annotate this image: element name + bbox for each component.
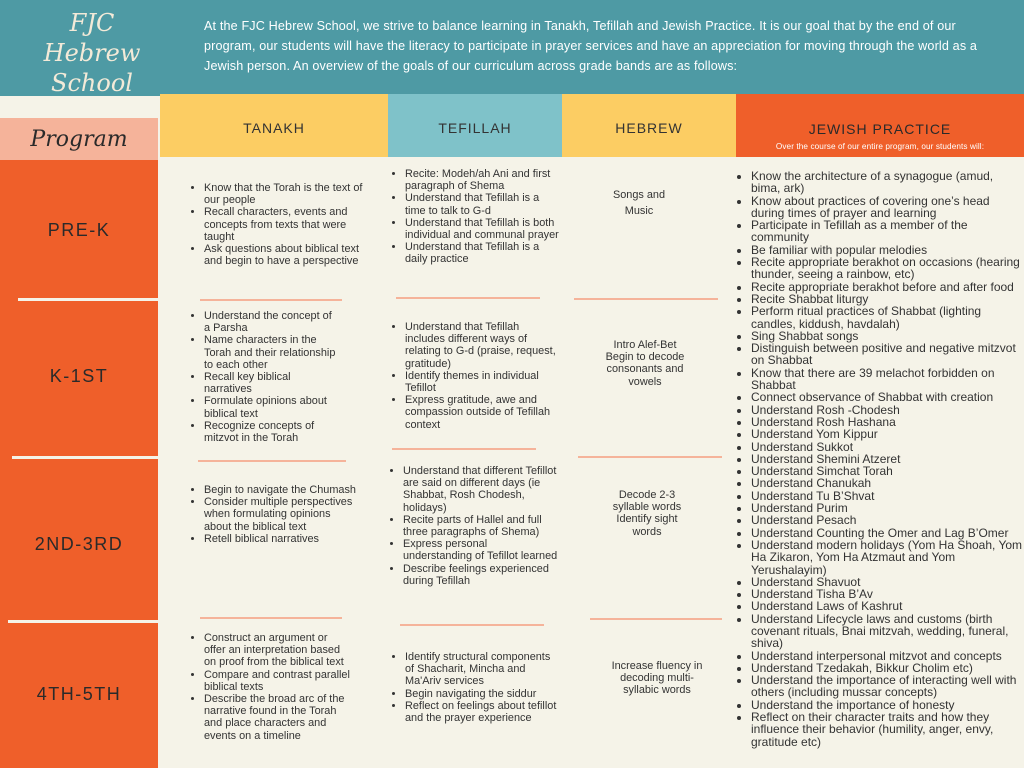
list-item: • Know that the Torah is the text of our people [204,182,368,206]
list-item: • Begin to navigate the Chumash [204,484,358,496]
column-header-jewish-practice [736,94,1024,157]
tefillah-cell-4th-5th [389,651,561,724]
grade-pre-k: PRE-K [47,220,111,240]
tefillah-cell-pre-k [389,168,561,266]
list-item: • Understand interpersonal mitzvot and concepts [751,650,1024,662]
list-item: • Know the architecture of a synagogue (amud, bima, ark) [751,170,1024,195]
tanakh-cell-pre-k [188,182,368,267]
grade-k-1st: K-1ST [49,366,109,386]
list-item: • Understand Laws of Kashrut [751,600,1024,612]
list-item: • Understand Simchat Torah [751,465,1024,477]
text-line: words [632,525,662,538]
text-line: Decode 2-3 [618,489,676,501]
row-divider [200,617,342,619]
row-divider [574,298,718,300]
text-line: Increase fluency in [611,660,703,672]
grade-2nd-3rd: 2ND-3RD [34,534,124,554]
list-item: • Understand Sukkot [751,441,1024,453]
tanakh-cell-4th-5th [188,632,352,742]
row-divider [396,297,540,299]
list-item: • Understand Purim [751,502,1024,514]
list-item: • Understand Tzedakah, Bikkur Cholim etc) [751,662,1024,674]
list-item: • Name characters in the Torah and their relationship to each other [204,334,336,371]
list-item: • Understand that Tefillah is a daily practice [405,241,561,265]
list-item: • Participate in Tefillah as a member of the community [751,219,1024,244]
list-item: • Understand Chanukah [751,477,1024,489]
text-line: consonants and [606,363,684,376]
list-item: • Recite parts of Hallel and full three paragraphs of Shema) [403,514,559,538]
hebrew-cell-k-1st [572,339,718,388]
list-item: • Understand Lifecycle laws and customs (birth covenant rituals, Bnai mitzvah, wedding, funeral, shiva) [751,613,1024,650]
tanakh-cell-2nd-3rd [188,484,358,545]
row-divider [392,448,536,450]
list-item: • Recall key biblical narratives [204,371,336,395]
school-logo [0,0,184,96]
list-item: • Be familiar with popular melodies [751,244,1024,256]
intro-paragraph: At the FJC Hebrew School, we strive to balance learning in Tanakh, Tefillah and Jewish Practice. It is our goal that by the end of our program, our students will have the literacy to participate in prayer services and have an appreciation for moving through the world as a Jewish person. An overview of the goals of our curriculum across grade bands are as follows: [204,19,978,73]
column-label-hebrew: HEBREW [615,120,683,136]
list-item: • Perform ritual practices of Shabbat (lighting candles, kiddush, havdalah) [751,305,1024,330]
list-item: • Recite appropriate berakhot on occasions (hearing thunder, seeing a rainbow, etc) [751,256,1024,281]
program-header: Program [0,118,158,160]
list-item: • Recite: Modeh/ah Ani and first paragraph of Shema [405,168,561,192]
list-item: • Understand Tisha B’Av [751,588,1024,600]
row-divider [198,460,346,462]
list-item: • Understand Rosh -Chodesh [751,404,1024,416]
list-item: • Understand Yom Kippur [751,428,1024,440]
list-item: • Understand modern holidays (Yom Ha Shoah, Yom Ha Zikaron, Yom Ha Atzmaut and Yom Yerushalayim) [751,539,1024,576]
text-line: syllabic words [623,684,691,697]
list-item: • Ask questions about biblical text and begin to have a perspective [204,243,368,267]
text-line: Begin to decode [605,351,685,364]
jewish-practice-list [736,170,1024,748]
hebrew-cell-pre-k [568,188,710,219]
text-line: vowels [628,375,662,388]
list-item: • Compare and contrast parallel biblical texts [204,669,352,693]
row-divider [578,456,722,458]
column-header-hebrew [562,94,736,157]
list-item: • Recite Shabbat liturgy [751,293,1024,305]
list-item: • Begin navigating the siddur [405,688,561,700]
list-item: • Express personal understanding of Tefillot learned [403,538,559,562]
list-item: • Express gratitude, awe and compassion outside of Tefillah context [405,394,559,431]
list-item: • Identify themes in individual Tefillot [405,370,559,394]
text-line: Music [624,204,654,217]
column-header-tanakh [160,94,388,157]
row-divider [400,624,544,626]
list-item: • Recall characters, events and concepts from texts that were taught [204,206,368,243]
list-item: • Sing Shabbat songs [751,330,1024,342]
list-item: • Identify structural components of Shacharit, Mincha and Ma'Ariv services [405,651,561,688]
list-item: • Reflect on their character traits and how they influence their behavior (humility, anger, envy, gratitude etc) [751,711,1024,748]
list-item: • Recite appropriate berakhot before and after food [751,281,1024,293]
list-item: • Distinguish between positive and negative mitzvot on Shabbat [751,342,1024,367]
jewish-practice-subtitle: Over the course of our entire program, our students will: [775,142,985,151]
tefillah-cell-k-1st [389,321,559,431]
hebrew-cell-2nd-3rd [574,489,720,538]
list-item: • Understand Shemini Atzeret [751,453,1024,465]
column-label-tefillah: TEFILLAH [438,120,512,136]
grade-divider [12,456,158,459]
program-column [0,160,158,768]
list-item: • Understand Shavuot [751,576,1024,588]
text-line: decoding multi- [620,672,694,685]
logo-line-1: FJC [69,9,115,37]
list-item: • Understand Tu B’Shvat [751,490,1024,502]
list-item: • Connect observance of Shabbat with creation [751,391,1024,403]
list-item: • Formulate opinions about biblical text [204,395,336,419]
hebrew-cell-4th-5th [584,660,730,697]
list-item: • Understand that different Tefillot are said on different days (ie Shabbat, Rosh Chodesh, holidays) [403,465,559,514]
list-item: • Reflect on feelings about tefillot and the prayer experience [405,700,561,724]
grade-4th-5th: 4TH-5TH [36,684,122,704]
row-divider [590,618,722,620]
list-item: • Understand the importance of honesty [751,699,1024,711]
list-item: • Construct an argument or offer an interpretation based on proof from the biblical text [204,632,352,669]
list-item: • Understand the importance of interacting well with others (including mussar concepts) [751,674,1024,699]
grade-divider [8,620,158,623]
list-item: • Understand that Tefillah includes different ways of relating to G-d (praise, request, gratitude) [405,321,559,370]
list-item: • Understand Rosh Hashana [751,416,1024,428]
list-item: • Know that there are 39 melachot forbidden on Shabbat [751,367,1024,392]
list-item: • Know about practices of covering one’s head during times of prayer and learning [751,195,1024,220]
list-item: • Describe the broad arc of the narrative found in the Torah and place characters and events on a timeline [204,693,352,742]
list-item: • Understand that Tefillah is a time to talk to G-d [405,192,561,216]
column-label-tanakh: TANAKH [243,120,305,136]
list-item: • Understand Counting the Omer and Lag B’Omer [751,527,1024,539]
list-item: • Consider multiple perspectives when formulating opinions about the biblical text [204,496,358,533]
text-line: syllable words [612,501,682,514]
text-line: Identify sight [616,513,678,526]
list-item: • Understand the concept of a Parsha [204,310,336,334]
list-item: • Understand Pesach [751,514,1024,526]
jewish-practice-cell [736,170,1024,748]
header-banner [0,0,1024,96]
text-line: Intro Alef-Bet [613,339,677,351]
row-divider [200,299,342,301]
list-item: • Retell biblical narratives [204,533,358,545]
text-line: Songs and [612,189,666,201]
column-label-jewish-practice: JEWISH PRACTICE [808,121,952,137]
column-header-tefillah [388,94,562,157]
tefillah-cell-2nd-3rd [387,465,559,587]
list-item: • Understand that Tefillah is both individual and communal prayer [405,217,561,241]
list-item: • Describe feelings experienced during Tefillah [403,563,559,587]
grade-divider [18,298,158,301]
logo-line-2: Hebrew School [43,39,141,97]
tanakh-cell-k-1st [188,310,336,444]
list-item: • Recognize concepts of mitzvot in the Torah [204,420,336,444]
